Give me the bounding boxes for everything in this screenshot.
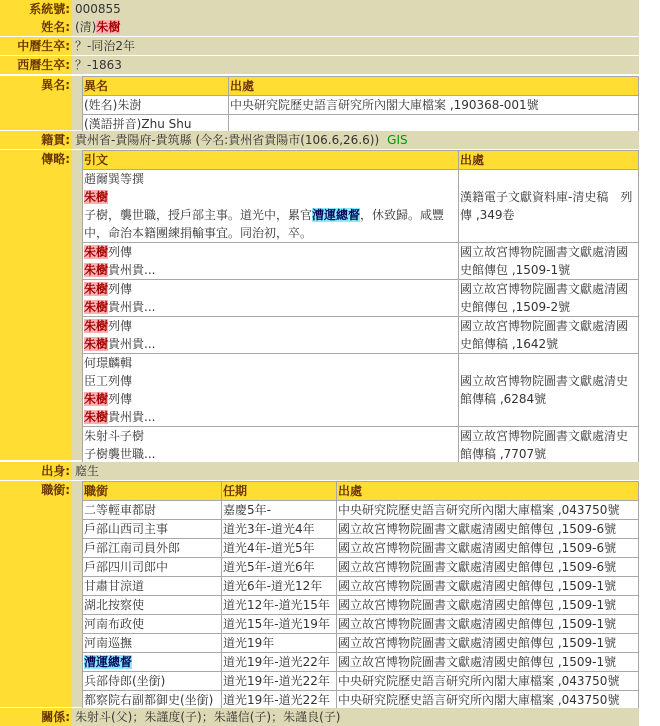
table-row [83, 558, 639, 577]
chinese-birth-row [0, 37, 639, 55]
western-birth-value: ？-1863 [72, 56, 639, 74]
name-value [72, 18, 639, 36]
office-title [83, 653, 222, 672]
system-number-label: 系統號: [0, 0, 72, 18]
quote-cell [83, 317, 459, 354]
table-row [83, 672, 639, 691]
office-term: 道光12年-道光15年 [222, 596, 337, 615]
quote-source: 國立故宮博物院圖書文獻處清史館傳稿 ,7707號 [459, 427, 639, 464]
alias-name: (漢語拼音)Zhu Shu [83, 115, 229, 134]
office-term: 道光6年-道光12年 [222, 577, 337, 596]
office-term: 道光19年-道光22年 [222, 653, 337, 672]
name-row [0, 18, 639, 36]
quote-line: 朱樹列傳 [84, 245, 133, 259]
biography-label: 傳略: [0, 150, 72, 460]
office-term: 道光3年-道光4年 [222, 520, 337, 539]
table-row [83, 280, 639, 317]
office-term: 道光5年-道光6年 [222, 558, 337, 577]
highlight-office: 漕運總督 [84, 655, 133, 669]
office-source: 國立故宮博物院圖書文獻處清國史館傳包 ,1509-1號 [337, 596, 639, 615]
office-source: 國立故宮博物院圖書文獻處清國史館傳包 ,1509-1號 [337, 577, 639, 596]
highlight-name: 朱樹 [84, 263, 109, 277]
offices-header-source: 出處 [337, 482, 639, 501]
quote-source: 國立故宮博物院圖書文獻處清史館傳稿 ,6284號 [459, 354, 639, 427]
gis-link[interactable]: GIS [387, 133, 408, 147]
office-source: 中央研究院歷史語言研究所內閣大庫檔案 ,043750號 [337, 691, 639, 710]
biography-header-quote: 引文 [83, 151, 459, 170]
quote-source: 國立故宮博物院圖書文獻處清國史館傳包 ,1509-2號 [459, 280, 639, 317]
table-row [83, 539, 639, 558]
quote-cell [83, 354, 459, 427]
quote-line: 趙爾巽等撰 [84, 172, 145, 186]
quote-line: 朱樹列傳 [84, 319, 133, 333]
chinese-birth-value: ？-同治2年 [72, 37, 639, 55]
office-source: 國立故宮博物院圖書文獻處清國史館傳包 ,1509-1號 [337, 653, 639, 672]
table-row [83, 634, 639, 653]
offices-label: 職銜: [0, 481, 72, 707]
highlight-name: 朱樹 [84, 300, 109, 314]
table-row [83, 520, 639, 539]
office-title: 甘肅甘涼道 [83, 577, 222, 596]
offices-header-term: 任期 [222, 482, 337, 501]
quote-line: 臣工列傳 [84, 374, 133, 388]
person-name: 朱樹 [96, 20, 121, 34]
office-title: 戶部山西司主事 [83, 520, 222, 539]
aliases-header-name: 異名 [83, 77, 229, 96]
name-label: 姓名: [0, 18, 72, 36]
offices-table-wrap [82, 481, 639, 710]
table-row [83, 243, 639, 280]
office-title: 二等輕車都尉 [83, 501, 222, 520]
table-row [83, 354, 639, 427]
highlight-name: 朱樹 [84, 410, 109, 424]
highlight-name: 朱樹 [84, 190, 109, 204]
dynasty: (清) [75, 20, 97, 34]
alias-name: (姓名)朱澍 [83, 96, 229, 115]
chinese-birth-label: 中曆生卒: [0, 37, 72, 55]
office-title: 兵部侍郎(坐銜) [83, 672, 222, 691]
highlight-name: 朱樹 [84, 337, 109, 351]
quote-cell [83, 427, 459, 464]
offices-header-title: 職銜 [83, 482, 222, 501]
western-birth-label: 西曆生卒: [0, 56, 72, 74]
biography-header-source: 出處 [459, 151, 639, 170]
quote-source: 國立故宮博物院圖書文獻處清國史館傳稿 ,1642號 [459, 317, 639, 354]
quote-line: 朱射斗子樹 [84, 429, 145, 443]
table-row [83, 691, 639, 710]
native-place-value [72, 131, 639, 149]
native-place-row [0, 131, 639, 149]
quote-line: 朱樹貴州貴... [84, 263, 156, 277]
native-place-text: 貴州省-貴陽府-貴筑縣 (今名:貴州省貴陽市(106.6,26.6)) [75, 133, 380, 147]
office-term: 道光15年-道光19年 [222, 615, 337, 634]
office-title: 河南布政使 [83, 615, 222, 634]
table-row [83, 96, 639, 115]
highlight-name: 朱樹 [84, 392, 109, 406]
office-title: 都察院右副都御史(坐銜) [83, 691, 222, 710]
origin-row [0, 462, 639, 480]
biography-table [82, 150, 639, 464]
quote-line: 子樹，襲世職，授戶部主事。道光中，累官漕運總督，休致歸。咸豐中，命治本籍團練捐輸事宜。同治初，卒。 [84, 208, 445, 240]
office-term: 道光19年-道光22年 [222, 672, 337, 691]
quote-line: 朱樹列傳 [84, 392, 133, 406]
western-birth-row [0, 56, 639, 74]
quote-cell [83, 243, 459, 280]
office-source: 國立故宮博物院圖書文獻處清國史館傳包 ,1509-6號 [337, 520, 639, 539]
office-title: 湖北按察使 [83, 596, 222, 615]
biography-table-wrap [82, 150, 639, 464]
office-term: 道光19年-道光22年 [222, 691, 337, 710]
office-source: 國立故宮博物院圖書文獻處清國史館傳包 ,1509-6號 [337, 539, 639, 558]
office-term: 道光4年-道光5年 [222, 539, 337, 558]
quote-line: 朱樹貴州貴... [84, 300, 156, 314]
native-place-label: 籍貫: [0, 131, 72, 149]
table-row [83, 317, 639, 354]
relations-row [0, 708, 639, 726]
quote-source: 漢籍電子文獻資料庫-清史稿 列傳 ,349卷 [459, 170, 639, 243]
quote-line: 朱樹貴州貴... [84, 337, 156, 351]
system-number-value: 000855 [72, 0, 639, 18]
quote-line: 朱樹貴州貴... [84, 410, 156, 424]
aliases-header-source: 出處 [229, 77, 639, 96]
table-row [83, 170, 639, 243]
system-number-row [0, 0, 639, 18]
office-source: 國立故宮博物院圖書文獻處清國史館傳包 ,1509-6號 [337, 558, 639, 577]
table-row [83, 501, 639, 520]
office-source: 中央研究院歷史語言研究所內閣大庫檔案 ,043750號 [337, 672, 639, 691]
origin-label: 出身: [0, 462, 72, 480]
quote-line: 子樹襲世職... [84, 447, 156, 461]
table-row [83, 653, 639, 672]
office-source: 國立故宮博物院圖書文獻處清國史館傳包 ,1509-1號 [337, 634, 639, 653]
table-row [83, 427, 639, 464]
office-title: 河南巡撫 [83, 634, 222, 653]
table-row [83, 596, 639, 615]
origin-value: 廕生 [72, 462, 639, 480]
quote-line [84, 188, 457, 206]
highlight-office: 漕運總督 [312, 208, 361, 222]
highlight-name: 朱樹 [84, 245, 109, 259]
office-source: 中央研究院歷史語言研究所內閣大庫檔案 ,043750號 [337, 501, 639, 520]
office-title: 戶部江南司員外郎 [83, 539, 222, 558]
aliases-table [82, 76, 639, 134]
highlight-name: 朱樹 [84, 282, 109, 296]
quote-line: 何璟麟輯 [84, 356, 133, 370]
relations-label: 關係: [0, 708, 72, 726]
aliases-label: 異名: [0, 76, 72, 130]
quote-line: 朱樹列傳 [84, 282, 133, 296]
office-term: 道光19年 [222, 634, 337, 653]
table-row [83, 577, 639, 596]
alias-source: 中央研究院歷史語言研究所內閣大庫檔案 ,190368-001號 [229, 96, 639, 115]
aliases-table-wrap [82, 76, 639, 134]
office-source: 國立故宮博物院圖書文獻處清國史館傳包 ,1509-1號 [337, 615, 639, 634]
quote-cell [83, 280, 459, 317]
relations-value: 朱射斗(父)；朱謹度(子)；朱謹信(子)；朱謹良(子) [72, 708, 639, 726]
office-term: 嘉慶5年- [222, 501, 337, 520]
quote-cell [83, 170, 459, 243]
offices-table [82, 481, 639, 710]
highlight-name: 朱樹 [84, 319, 109, 333]
quote-source: 國立故宮博物院圖書文獻處清國史館傳包 ,1509-1號 [459, 243, 639, 280]
office-title: 戶部四川司郎中 [83, 558, 222, 577]
table-row [83, 615, 639, 634]
